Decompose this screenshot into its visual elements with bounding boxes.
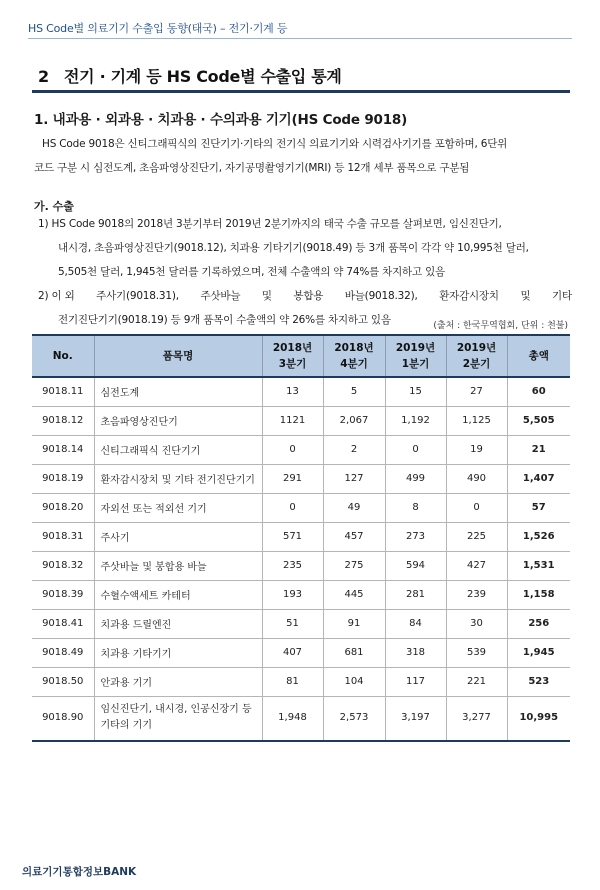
cell-2018-q3: 13	[262, 377, 323, 406]
intro-paragraph	[34, 132, 572, 180]
cell-2018-q3: 1,948	[262, 696, 323, 741]
cell-2019-q1: 1,192	[385, 406, 446, 435]
table-row	[32, 464, 570, 493]
table-header-row	[32, 335, 570, 377]
cell-2019-q1: 318	[385, 638, 446, 667]
cell-2019-q2: 490	[446, 464, 507, 493]
cell-total: 1,158	[507, 580, 570, 609]
cell-2019-q2: 19	[446, 435, 507, 464]
cell-code: 9018.14	[32, 435, 94, 464]
table-source-note: (출처 : 한국무역협회, 단위 : 천불)	[433, 321, 568, 331]
running-header: HS Code별 의료기기 수출입 동향(태국) – 전기·기계 등	[28, 22, 288, 35]
col-header-2018-q3	[262, 335, 323, 377]
cell-2018-q3: 235	[262, 551, 323, 580]
item2-word: 및	[520, 290, 531, 302]
cell-2018-q4: 49	[323, 493, 385, 522]
item2-word: 주삿바늘	[200, 290, 241, 302]
item2-word: 환자감시장치	[439, 290, 499, 302]
table-row	[32, 406, 570, 435]
cell-2018-q3: 1121	[262, 406, 323, 435]
cell-2018-q4: 127	[323, 464, 385, 493]
cell-2018-q3: 571	[262, 522, 323, 551]
cell-code: 9018.39	[32, 580, 94, 609]
table-row	[32, 493, 570, 522]
cell-item-name: 심전도계	[94, 377, 262, 406]
col-header-year: 2018년	[272, 342, 313, 354]
cell-item-name: 초음파영상진단기	[94, 406, 262, 435]
cell-2018-q3: 81	[262, 667, 323, 696]
cell-2018-q4: 445	[323, 580, 385, 609]
section-title-underline	[32, 90, 570, 93]
item1-line-3: 5,505천 달러, 1,945천 달러를 기록하였으며, 전체 수출액의 약 74%를 차지하고 있음	[58, 266, 445, 278]
item2-word: 주사기(9018.31),	[96, 290, 179, 302]
item1-line-1: 1) HS Code 9018의 2018년 3분기부터 2019년 2분기까지의 태국 수출 규모를 살펴보면, 임신진단기,	[38, 218, 502, 230]
cell-code: 9018.20	[32, 493, 94, 522]
item2-line-2: 전기진단기기(9018.19) 등 9개 품목이 수출액의 약 26%를 차지하고 있음	[58, 314, 391, 326]
cell-total: 1,531	[507, 551, 570, 580]
col-header-year: 2019년	[456, 342, 497, 354]
cell-2019-q2: 427	[446, 551, 507, 580]
cell-2019-q1: 281	[385, 580, 446, 609]
cell-code: 9018.90	[32, 696, 94, 741]
cell-2019-q2: 1,125	[446, 406, 507, 435]
cell-item-name: 치과용 기타기기	[94, 638, 262, 667]
cell-2019-q1: 15	[385, 377, 446, 406]
cell-2019-q1: 117	[385, 667, 446, 696]
section-title	[38, 64, 342, 87]
cell-2019-q2: 539	[446, 638, 507, 667]
intro-line-1: HS Code 9018은 신티그래픽식의 진단기기·기타의 전기식 의료기기와 시력검사기기를 포함하며, 6단위	[42, 138, 508, 150]
col-header-2019-q2	[446, 335, 507, 377]
cell-2019-q2: 221	[446, 667, 507, 696]
cell-2018-q3: 0	[262, 493, 323, 522]
cell-2019-q1: 3,197	[385, 696, 446, 741]
cell-2019-q1: 0	[385, 435, 446, 464]
cell-2019-q2: 3,277	[446, 696, 507, 741]
cell-2018-q3: 407	[262, 638, 323, 667]
cell-item-name-line-1: 임신진단기, 내시경, 인공신장기 등	[100, 704, 252, 716]
section-number: 2	[38, 67, 49, 86]
table-row	[32, 667, 570, 696]
cell-2019-q1: 499	[385, 464, 446, 493]
cell-item-name	[94, 696, 262, 741]
cell-2019-q2: 225	[446, 522, 507, 551]
cell-total: 10,995	[507, 696, 570, 741]
table-row	[32, 609, 570, 638]
cell-code: 9018.12	[32, 406, 94, 435]
col-header-year: 2018년	[334, 342, 374, 354]
cell-2019-q2: 0	[446, 493, 507, 522]
cell-code: 9018.31	[32, 522, 94, 551]
cell-2018-q3: 193	[262, 580, 323, 609]
table-row	[32, 696, 570, 741]
export-table	[32, 334, 570, 742]
col-header-total: 총액	[507, 335, 570, 377]
table-row	[32, 522, 570, 551]
col-header-quarter: 4분기	[340, 358, 368, 370]
cell-2019-q1: 8	[385, 493, 446, 522]
cell-item-name-line-2: 기타의 기기	[100, 720, 152, 732]
cell-2019-q2: 30	[446, 609, 507, 638]
cell-total: 21	[507, 435, 570, 464]
table-row	[32, 551, 570, 580]
cell-item-name: 환자감시장치 및 기타 전기진단기기	[94, 464, 262, 493]
cell-2018-q4: 91	[323, 609, 385, 638]
cell-2018-q4: 5	[323, 377, 385, 406]
col-header-2019-q1	[385, 335, 446, 377]
cell-2019-q2: 239	[446, 580, 507, 609]
cell-total: 1,407	[507, 464, 570, 493]
cell-2018-q4: 457	[323, 522, 385, 551]
cell-2019-q1: 594	[385, 551, 446, 580]
item2-word: 2) 이 외	[38, 290, 75, 302]
item2-word: 및	[261, 290, 272, 302]
item2-word: 봉합용	[293, 290, 324, 302]
table-row	[32, 377, 570, 406]
cell-2018-q4: 275	[323, 551, 385, 580]
footer-brand: 의료기기통합정보BANK	[22, 866, 137, 878]
cell-total: 256	[507, 609, 570, 638]
item1-line-2: 내시경, 초음파영상진단기(9018.12), 치과용 기타기기(9018.49) 등 3개 품목이 각각 약 10,995천 달러,	[58, 242, 529, 254]
item2-line-1	[38, 284, 572, 308]
col-header-year: 2019년	[395, 342, 436, 354]
cell-total: 5,505	[507, 406, 570, 435]
col-header-name: 품목명	[94, 335, 262, 377]
cell-item-name: 신티그래픽식 진단기기	[94, 435, 262, 464]
cell-2019-q1: 84	[385, 609, 446, 638]
header-divider	[28, 38, 572, 39]
col-header-quarter: 3분기	[278, 358, 307, 370]
cell-item-name: 수혈수액세트 카테터	[94, 580, 262, 609]
table-row	[32, 580, 570, 609]
intro-line-2: 코드 구분 시 심전도계, 초음파영상진단기, 자기공명촬영기기(MRI) 등 12개 세부 품목으로 구분됨	[34, 162, 470, 174]
cell-total: 1,526	[507, 522, 570, 551]
cell-code: 9018.41	[32, 609, 94, 638]
cell-item-name: 주삿바늘 및 봉합용 바늘	[94, 551, 262, 580]
cell-item-name: 안과용 기기	[94, 667, 262, 696]
cell-2019-q2: 27	[446, 377, 507, 406]
table-row	[32, 638, 570, 667]
cell-2018-q3: 0	[262, 435, 323, 464]
col-header-no: No.	[32, 335, 94, 377]
cell-2018-q4: 2,573	[323, 696, 385, 741]
item2-word: 바늘(9018.32),	[344, 290, 418, 302]
cell-code: 9018.50	[32, 667, 94, 696]
cell-2018-q4: 681	[323, 638, 385, 667]
subsection-title: 1. 내과용 · 외과용 · 치과용 · 수의과용 기기(HS Code 9018)	[34, 112, 408, 128]
cell-2018-q4: 104	[323, 667, 385, 696]
cell-item-name: 주사기	[94, 522, 262, 551]
cell-item-name: 치과용 드릴엔진	[94, 609, 262, 638]
cell-code: 9018.32	[32, 551, 94, 580]
cell-total: 57	[507, 493, 570, 522]
cell-2018-q3: 291	[262, 464, 323, 493]
cell-code: 9018.19	[32, 464, 94, 493]
cell-item-name: 자외선 또는 적외선 기기	[94, 493, 262, 522]
cell-total: 60	[507, 377, 570, 406]
cell-2018-q4: 2	[323, 435, 385, 464]
export-items	[38, 212, 572, 332]
section-title-text: 전기 · 기계 등 HS Code별 수출입 통계	[64, 67, 342, 86]
cell-2019-q1: 273	[385, 522, 446, 551]
export-heading: 가. 수출	[34, 200, 74, 213]
cell-2018-q3: 51	[262, 609, 323, 638]
cell-code: 9018.11	[32, 377, 94, 406]
col-header-quarter: 1분기	[401, 358, 430, 370]
item2-word: 기타	[552, 290, 572, 302]
cell-total: 523	[507, 667, 570, 696]
cell-total: 1,945	[507, 638, 570, 667]
table-row	[32, 435, 570, 464]
cell-code: 9018.49	[32, 638, 94, 667]
col-header-2018-q4	[323, 335, 385, 377]
col-header-quarter: 2분기	[462, 358, 491, 370]
cell-2018-q4: 2,067	[323, 406, 385, 435]
